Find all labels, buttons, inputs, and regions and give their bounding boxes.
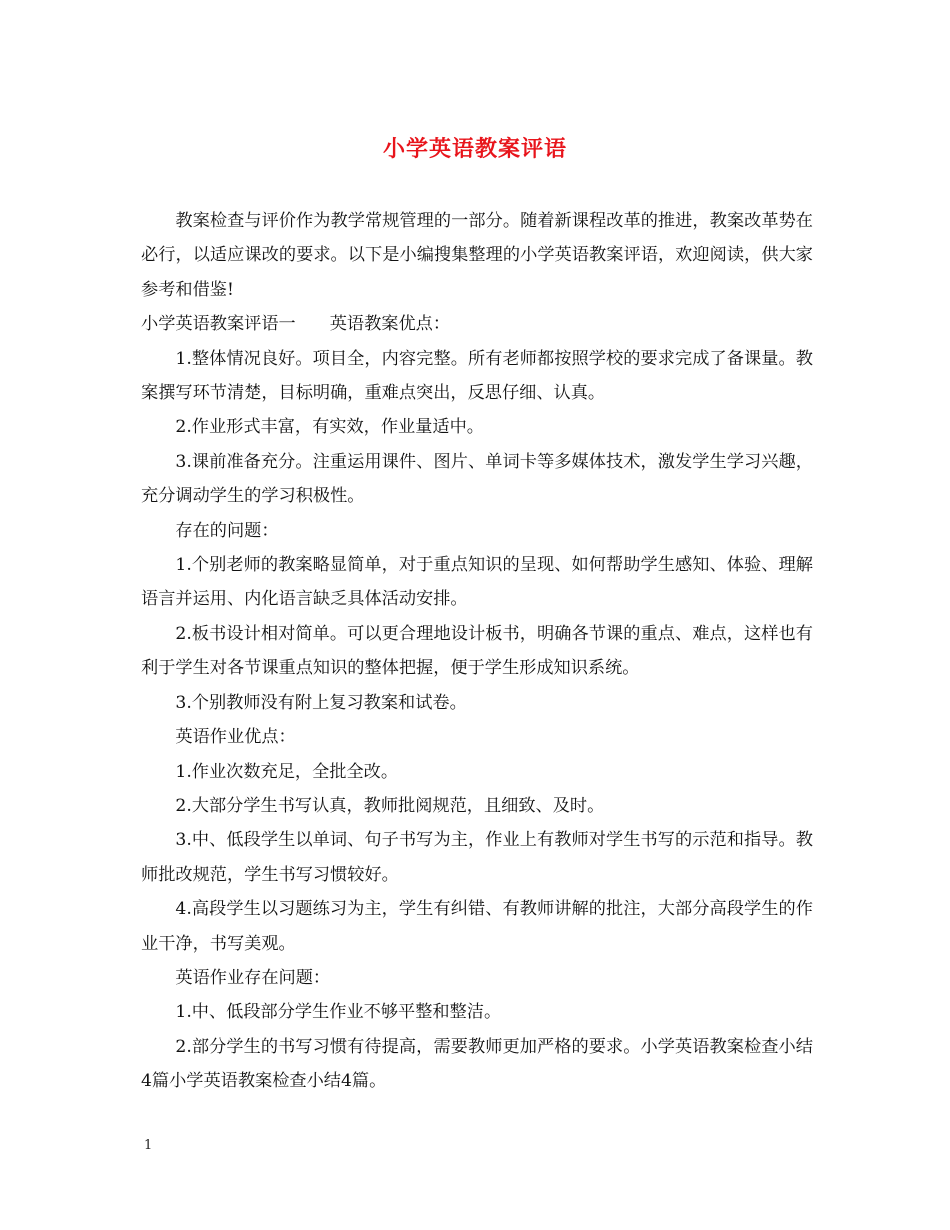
advantage-item: 2.作业形式丰富，有实效，作业量适中。 [175, 417, 484, 438]
homework-problem-item: 1.中、低段部分学生作业不够平整和整洁。 [175, 1002, 502, 1023]
homework-problem-item: 2.部分学生的书写习惯有待提高，需要教师更加严格的要求。小学英语教案检查小结4篇小学英语教案检查小结4篇。 [141, 1036, 813, 1092]
homework-heading: 英语作业优点： [175, 727, 296, 748]
section-heading-line [141, 307, 813, 341]
section1-subheading: 英语教案优点： [329, 314, 451, 335]
intro-paragraph: 教案检查与评价作为教学常规管理的一部分。随着新课程改革的推进，教案改革势在必行，以适应课改的要求。以下是小编搜集整理的小学英语教案评语，欢迎阅读，供大家参考和借鉴! [141, 211, 813, 300]
homework-advantage-item: 4.高段学生以习题练习为主，学生有纠错、有教师讲解的批注，大部分高段学生的作业干净，书写美观。 [141, 899, 813, 954]
document-title: 小学英语教案评语 [382, 136, 567, 162]
page-number: 1 [144, 1138, 153, 1153]
homework-advantage-item: 1.作业次数充足，全批全改。 [175, 761, 399, 782]
problems-heading: 存在的问题： [175, 520, 279, 541]
homework-advantage-item: 3.中、低段学生以单词、句子书写为主，作业上有教师对学生书写的示范和指导。教师批改规范，学生书写习惯较好。 [141, 830, 813, 885]
section1-heading: 小学英语教案评语一 [141, 314, 296, 335]
document-body [141, 204, 813, 1099]
homework-problems-heading: 英语作业存在问题： [175, 967, 331, 988]
homework-advantage-item: 2.大部分学生书写认真，教师批阅规范，且细致、及时。 [175, 795, 605, 816]
problem-item: 1.个别老师的教案略显简单，对于重点知识的呈现、如何帮助学生感知、体验、理解语言并运用、内化语言缺乏具体活动安排。 [141, 555, 813, 610]
problem-item: 3.个别教师没有附上复习教案和试卷。 [175, 692, 467, 713]
advantage-item: 3.课前准备充分。注重运用课件、图片、单词卡等多媒体技术，激发学生学习兴趣，充分调动学生的学习积极性。 [141, 451, 813, 507]
advantage-item: 1.整体情况良好。项目全，内容完整。所有老师都按照学校的要求完成了备课量。教案撰写环节清楚，目标明确，重难点突出，反思仔细、认真。 [141, 348, 813, 404]
problem-item: 2.板书设计相对简单。可以更合理地设计板书，明确各节课的重点、难点，这样也有利于学生对各节课重点知识的整体把握，便于学生形成知识系统。 [141, 623, 813, 679]
